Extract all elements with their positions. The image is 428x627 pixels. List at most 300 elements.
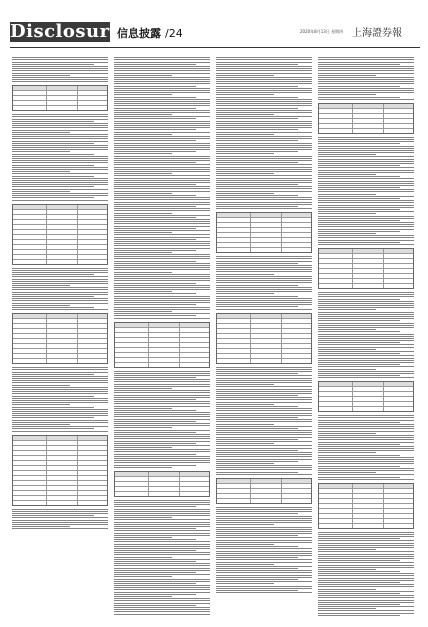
text-line (318, 187, 400, 188)
text-line (114, 108, 196, 109)
text-line (318, 534, 414, 535)
text-line (12, 281, 108, 282)
text-line (216, 77, 312, 78)
data-table (318, 248, 414, 289)
text-line (114, 291, 172, 292)
text-line (318, 92, 414, 93)
text-line (114, 202, 210, 203)
table-row (319, 524, 413, 528)
text-line (318, 342, 400, 343)
text-line (216, 564, 274, 565)
text-line (12, 62, 108, 63)
text-line (114, 254, 210, 255)
data-table (12, 435, 108, 506)
text-line (216, 191, 312, 192)
text-line (216, 184, 298, 185)
text-line (12, 160, 108, 161)
table-row (13, 359, 107, 363)
text-line (12, 378, 108, 379)
text-line (216, 439, 298, 440)
text-line (318, 353, 400, 354)
text-line (318, 231, 400, 232)
text-line (216, 123, 312, 124)
text-line (114, 371, 210, 372)
text-line (318, 211, 414, 212)
text-line (216, 568, 298, 569)
text-line (216, 302, 312, 303)
text-line (216, 428, 298, 429)
text-line (114, 313, 210, 314)
text-line (114, 184, 196, 185)
text-line (216, 583, 274, 584)
text-block (318, 57, 414, 100)
text-line (114, 230, 210, 231)
text-line (216, 145, 312, 146)
text-line (216, 389, 312, 390)
text-line (216, 562, 312, 563)
text-line (114, 311, 172, 312)
text-line (114, 75, 172, 76)
text-line (114, 533, 210, 534)
text-line (318, 336, 414, 337)
text-line (318, 73, 414, 74)
text-line (216, 129, 298, 130)
text-line (114, 605, 196, 606)
text-line (318, 226, 414, 227)
text-line (318, 90, 414, 91)
text-line (114, 423, 210, 424)
text-line (216, 380, 312, 381)
text-line (114, 384, 210, 385)
text-line (216, 465, 312, 466)
text-line (216, 570, 312, 571)
text-line (318, 146, 414, 147)
text-line (12, 415, 108, 416)
text-line (12, 411, 108, 412)
text-line (114, 513, 210, 514)
text-line (216, 79, 312, 80)
text-line (318, 143, 400, 144)
text-line (12, 309, 108, 310)
text-line (216, 147, 312, 148)
text-line (114, 99, 210, 100)
text-line (12, 114, 108, 115)
text-line (12, 197, 94, 198)
text-line (114, 576, 172, 577)
text-line (216, 114, 274, 115)
text-line (318, 207, 414, 208)
text-line (216, 559, 312, 560)
text-line (318, 452, 376, 453)
text-line (12, 279, 108, 280)
text-line (216, 202, 312, 203)
text-line (216, 167, 312, 168)
text-line (114, 506, 196, 507)
data-table (114, 322, 210, 368)
text-line (318, 567, 414, 568)
text-line (114, 436, 210, 437)
text-line (114, 504, 210, 505)
text-line (114, 600, 210, 601)
text-line (114, 456, 210, 457)
text-line (318, 325, 414, 326)
text-line (318, 459, 414, 460)
table-row (115, 363, 209, 367)
text-line (216, 99, 312, 100)
text-line (114, 162, 196, 163)
text-line (318, 57, 414, 58)
text-line (114, 554, 210, 555)
text-line (216, 62, 312, 63)
text-line (114, 432, 196, 433)
text-line (12, 145, 108, 146)
text-line (114, 241, 210, 242)
text-line (318, 450, 414, 451)
text-line (318, 600, 414, 601)
text-line (12, 413, 108, 414)
text-line (114, 454, 196, 455)
text-line (114, 557, 172, 558)
text-line (216, 143, 312, 144)
text-line (216, 548, 312, 549)
text-line (318, 209, 400, 210)
text-line (114, 515, 210, 516)
data-table (12, 313, 108, 364)
text-line (216, 540, 312, 541)
text-line (12, 123, 108, 124)
text-line (114, 511, 210, 512)
text-line (216, 384, 274, 385)
text-line (216, 546, 298, 547)
text-line (12, 305, 70, 306)
text-block (114, 371, 210, 468)
text-line (216, 300, 312, 301)
text-line (114, 614, 210, 615)
text-line (318, 461, 414, 462)
text-line (216, 474, 312, 475)
text-line (114, 188, 210, 189)
text-line (12, 151, 70, 152)
text-line (318, 584, 414, 585)
text-line (114, 169, 210, 170)
text-line (216, 116, 312, 117)
text-line (216, 424, 274, 425)
table-row (319, 407, 413, 411)
text-line (114, 94, 172, 95)
text-line (216, 399, 312, 400)
text-line (216, 511, 312, 512)
text-block (12, 509, 108, 530)
text-line (114, 379, 210, 380)
text-line (318, 344, 414, 345)
text-line (114, 449, 210, 450)
text-line (114, 59, 210, 60)
text-line (114, 213, 172, 214)
text-line (216, 112, 312, 113)
text-line (12, 173, 108, 174)
text-line (12, 66, 108, 67)
text-line (318, 420, 414, 421)
text-line (318, 582, 400, 583)
text-line (318, 165, 400, 166)
text-line (216, 293, 274, 294)
text-line (216, 160, 312, 161)
text-line (114, 609, 210, 610)
text-line (318, 608, 376, 609)
text-line (318, 369, 376, 370)
text-line (114, 195, 196, 196)
text-line (318, 446, 414, 447)
text-line (12, 387, 108, 388)
text-line (318, 589, 376, 590)
text-line (12, 189, 108, 190)
text-line (318, 415, 414, 416)
text-line (318, 375, 400, 376)
text-line (12, 287, 108, 288)
text-line (114, 447, 172, 448)
text-line (12, 195, 108, 196)
text-line (318, 323, 414, 324)
text-line (318, 602, 414, 603)
text-line (114, 563, 210, 564)
text-line (114, 278, 210, 279)
text-line (12, 307, 94, 308)
text-line (114, 565, 210, 566)
text-line (114, 261, 196, 262)
text-line (216, 430, 312, 431)
column-1 (12, 56, 108, 616)
text-line (114, 237, 210, 238)
text-block (216, 507, 312, 593)
text-line (216, 402, 312, 403)
text-line (216, 391, 312, 392)
text-line (114, 186, 210, 187)
text-line (216, 579, 298, 580)
text-line (114, 252, 172, 253)
table-row (13, 260, 107, 264)
text-line (216, 132, 312, 133)
text-line (12, 274, 94, 275)
text-line (114, 592, 210, 593)
text-line (318, 316, 414, 317)
text-line (216, 386, 312, 387)
text-line (318, 575, 414, 576)
text-line (12, 162, 108, 163)
text-line (216, 417, 298, 418)
text-line (216, 158, 312, 159)
text-line (216, 572, 312, 573)
text-block (216, 57, 312, 209)
text-line (318, 62, 414, 63)
text-line (114, 304, 196, 305)
text-line (318, 70, 414, 71)
text-line (114, 283, 196, 284)
text-line (216, 590, 298, 591)
text-line (318, 439, 414, 440)
text-line (114, 594, 196, 595)
text-line (12, 426, 108, 427)
text-line (318, 244, 414, 245)
text-line (318, 329, 376, 330)
text-line (114, 182, 210, 183)
text-line (318, 224, 414, 225)
text-line (12, 424, 70, 425)
text-line (216, 125, 312, 126)
text-line (114, 70, 210, 71)
text-line (12, 431, 108, 432)
text-line (216, 162, 298, 163)
text-line (318, 613, 414, 614)
text-line (216, 64, 298, 65)
text-line (12, 292, 108, 293)
text-line (318, 81, 414, 82)
text-line (318, 470, 414, 471)
text-line (216, 153, 274, 154)
text-line (216, 555, 312, 556)
text-line (216, 274, 274, 275)
text-line (12, 75, 70, 76)
text-line (216, 577, 312, 578)
text-line (216, 432, 312, 433)
text-line (318, 191, 414, 192)
text-line (318, 545, 414, 546)
text-line (318, 174, 376, 175)
text-line (318, 233, 376, 234)
text-line (216, 86, 298, 87)
text-line (114, 156, 210, 157)
text-block (12, 367, 108, 431)
text-line (12, 169, 108, 170)
data-table (318, 103, 414, 134)
text-line (114, 373, 210, 374)
data-table (318, 483, 414, 529)
text-line (216, 535, 298, 536)
text-line (114, 280, 210, 281)
text-line (318, 156, 414, 157)
text-line (216, 208, 312, 209)
text-block (12, 268, 108, 311)
text-line (318, 468, 414, 469)
text-line (114, 129, 196, 130)
text-line (114, 158, 210, 159)
text-line (216, 518, 312, 519)
header-rule (10, 47, 420, 48)
text-line (12, 167, 108, 168)
text-line (216, 531, 312, 532)
text-line (318, 547, 414, 548)
text-line (12, 276, 108, 277)
text-line (318, 185, 414, 186)
text-line (318, 569, 376, 570)
text-line (216, 188, 312, 189)
text-line (216, 298, 312, 299)
text-line (318, 610, 414, 611)
text-line (12, 522, 108, 523)
text-block (114, 500, 210, 616)
text-line (12, 59, 108, 60)
text-line (114, 248, 210, 249)
text-line (216, 454, 312, 455)
text-line (216, 169, 312, 170)
text-line (216, 456, 312, 457)
text-line (12, 298, 108, 299)
text-line (318, 422, 400, 423)
text-line (114, 153, 172, 154)
text-line (114, 105, 210, 106)
text-line (12, 158, 108, 159)
text-line (318, 312, 414, 313)
text-line (318, 301, 414, 302)
text-block (12, 57, 108, 82)
text-line (216, 524, 274, 525)
text-line (114, 118, 196, 119)
text-line (12, 156, 108, 157)
text-line (114, 79, 210, 80)
text-line (114, 223, 210, 224)
text-line (318, 331, 400, 332)
text-line (318, 99, 414, 100)
text-line (318, 327, 414, 328)
text-line (12, 391, 108, 392)
text-line (12, 79, 108, 80)
table-row (217, 248, 311, 252)
text-line (318, 200, 414, 201)
text-line (216, 404, 274, 405)
text-line (318, 455, 400, 456)
text-line (318, 79, 414, 80)
text-line (114, 568, 210, 569)
text-line (114, 517, 172, 518)
text-line (114, 210, 210, 211)
text-line (318, 377, 414, 378)
section-title (117, 25, 183, 41)
text-line (114, 559, 210, 560)
text-line (114, 110, 210, 111)
text-line (318, 83, 414, 84)
text-line (318, 448, 414, 449)
data-table (114, 471, 210, 497)
text-line (114, 528, 196, 529)
text-line (12, 417, 94, 418)
text-line (114, 381, 210, 382)
text-line (12, 180, 108, 181)
text-line (114, 465, 196, 466)
text-line (318, 139, 414, 140)
text-line (216, 287, 312, 288)
text-line (114, 206, 196, 207)
text-line (318, 371, 414, 372)
text-line (114, 526, 210, 527)
text-line (114, 570, 210, 571)
text-line (216, 410, 312, 411)
text-line (318, 178, 414, 179)
text-line (12, 524, 108, 525)
text-line (114, 256, 210, 257)
text-line (114, 460, 210, 461)
text-line (114, 226, 210, 227)
text-line (216, 70, 312, 71)
text-line (318, 68, 414, 69)
text-line (114, 73, 210, 74)
text-line (114, 524, 210, 525)
text-line (114, 62, 210, 63)
text-line (114, 502, 210, 503)
text-line (114, 583, 196, 584)
text-line (318, 237, 414, 238)
text-line (216, 173, 274, 174)
text-line (318, 167, 414, 168)
text-line (216, 467, 312, 468)
